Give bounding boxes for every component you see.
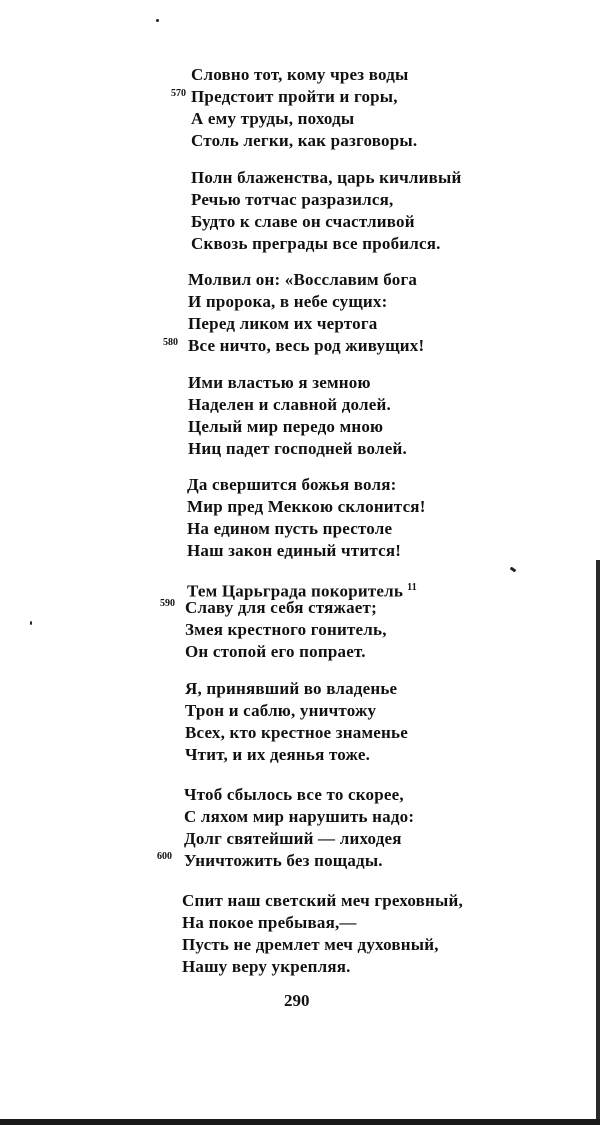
poem-line: Полн блаженства, царь кичливый — [191, 168, 462, 187]
poem-line: Чтит, и их деянья тоже. — [185, 745, 371, 764]
poem-line: Мир пред Меккою склонится! — [187, 497, 426, 516]
poem-line: Уничтожить без пощады. — [184, 851, 383, 870]
poem-line: Да свершится божья воля: — [187, 475, 397, 494]
poem-line: Пусть не дремлет меч духовный, — [182, 935, 439, 954]
poem-line: Ниц падет господней волей. — [188, 439, 407, 458]
poem-line: Молвил он: «Восславим бога — [188, 270, 418, 289]
poem-line: Спит наш светский меч греховный, — [182, 891, 463, 910]
poem-line: Речью тотчас разразился, — [191, 190, 394, 209]
poem-line: А ему труды, походы — [191, 109, 355, 128]
poem-line: Змея крестного гонитель, — [185, 620, 387, 639]
footnote-marker: 11 — [407, 582, 417, 593]
poem-line: Трон и саблю, уничтожу — [185, 701, 377, 720]
ink-speck — [510, 567, 517, 573]
poem-line: Я, принявший во владенье — [185, 679, 398, 698]
poem-line-text: Тем Царьграда покоритель — [187, 581, 404, 601]
poem-line: На едином пусть престоле — [187, 519, 393, 538]
poem-line: Чтоб сбылось все то скорее, — [184, 785, 404, 804]
poem-line: Славу для себя стяжает; — [185, 598, 377, 617]
poem-line: Нашу веру укрепляя. — [182, 957, 351, 976]
poem-line: Будто к славе он счастливой — [191, 212, 415, 231]
poem-line: Сквозь преграды все пробился. — [191, 234, 441, 253]
ink-speck — [156, 19, 159, 22]
poem-line: Предстоит пройти и горы, — [191, 87, 398, 106]
line-number: 590 — [160, 598, 175, 609]
line-number: 570 — [171, 88, 186, 99]
page-edge-shadow — [596, 560, 600, 1125]
ink-speck — [30, 621, 32, 625]
poem-line: Долг святейший — лиходея — [184, 829, 402, 848]
page-number: 290 — [284, 991, 310, 1010]
poem-line: И пророка, в небе сущих: — [188, 292, 388, 311]
poem-line: Все ничто, весь род живущих! — [188, 336, 425, 355]
poem-line: На покое пребывая,— — [182, 913, 357, 932]
poem-line: Словно тот, кому чрез воды — [191, 65, 409, 84]
poem-line: Всех, кто крестное знаменье — [185, 723, 408, 742]
poem-line: С ляхом мир нарушить надо: — [184, 807, 415, 826]
poem-line: Он стопой его попрает. — [185, 642, 366, 661]
page-edge-shadow — [0, 1119, 600, 1125]
poem-line: Наделен и славной долей. — [188, 395, 391, 414]
line-number: 580 — [163, 337, 178, 348]
poem-line: Перед ликом их чертога — [188, 314, 378, 333]
poem-line: Целый мир передо мною — [188, 417, 384, 436]
poem-line: Наш закон единый чтится! — [187, 541, 402, 560]
line-number: 600 — [157, 851, 172, 862]
poem-line: Ими властью я земною — [188, 373, 371, 392]
poem-line: Столь легки, как разговоры. — [191, 131, 418, 150]
